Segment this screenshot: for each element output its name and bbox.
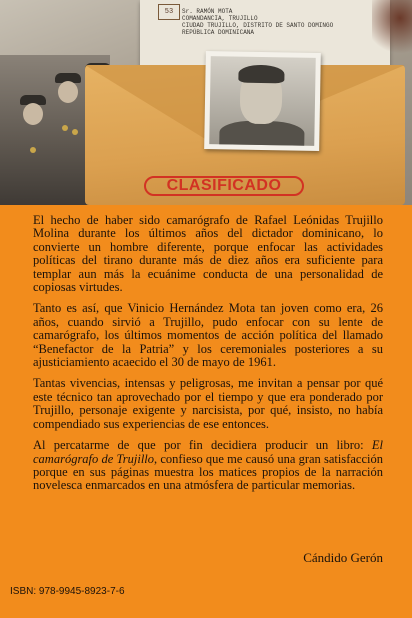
medal-icon [72, 129, 78, 135]
document-text [182, 8, 333, 36]
medal-icon [62, 125, 68, 131]
blurb-paragraph-3: Tantas vivencias, intensas y peligrosas, me invitan a pensar por qué este técnico tan aprovechado por el tiempo y que era ponderado por Trujillo, personaje exigente y narcisista, por qué, insisto, no había compendiado sus experiencias de ese entonces. [33, 376, 383, 431]
document-line: REPÚBLICA DOMINICANA [182, 29, 255, 36]
photo-stain [372, 0, 412, 60]
blurb-paragraph-4-end: , confieso que me causó una gran satisfacción porque en sus páginas muestra los matices propios de la narración novelesca enmarcados en una atmósfera de particular memorias. [33, 451, 383, 493]
book-title: El camarógrafo de Trujillo [33, 438, 383, 466]
document-number: 53 [158, 4, 180, 20]
document-line: CIUDAD TRUJILLO, DISTRITO DE SANTO DOMINGO [182, 22, 334, 29]
officer-head [23, 103, 43, 125]
isbn-label: ISBN: 978-9945-8923-7-6 [10, 586, 125, 597]
back-cover-blurb [33, 214, 383, 493]
officer-head [58, 81, 78, 103]
document-line: Sr. RAMÓN MOTA [182, 8, 233, 15]
portrait-hair [238, 65, 284, 84]
medal-icon [30, 147, 36, 153]
author-signature: Cándido Gerón [303, 550, 383, 565]
blurb-paragraph-4-start: Al percatarme de que por fin decidiera producir un libro: [33, 438, 372, 453]
portrait-image [209, 56, 316, 146]
portrait-suit [219, 120, 305, 146]
blurb-paragraph-1: El hecho de haber sido camarógrafo de Rafael Leónidas Trujillo Molina durante los últimos años del dictador dominicano, lo convierte un hombre diferente, porque enfocar las actividades políticas del tirano durante más de diez años era suficiente para templar aun más la ecuánime conducta de una personalidad de copiosas virtudes. [33, 213, 383, 295]
portrait-photo [204, 51, 321, 151]
blurb-paragraph-2: Tanto es así, que Vinicio Hernández Mota tan joven como era, 26 años, cuando sirvió a Trujillo, pudo enfocar con su lente de camarógrafo, los últimos momentos de acción política del llamado “Benefactor de la Patria” y los ceremoniales posteriores a su ajusticiamiento acaecido el 30 de mayo de 1961. [33, 301, 383, 370]
blurb-paragraph-4 [33, 439, 383, 493]
document-line: COMANDANCIA, TRUJILLO [182, 15, 258, 22]
cover-photo-collage [0, 0, 412, 205]
classified-stamp: CLASIFICADO [144, 176, 304, 196]
